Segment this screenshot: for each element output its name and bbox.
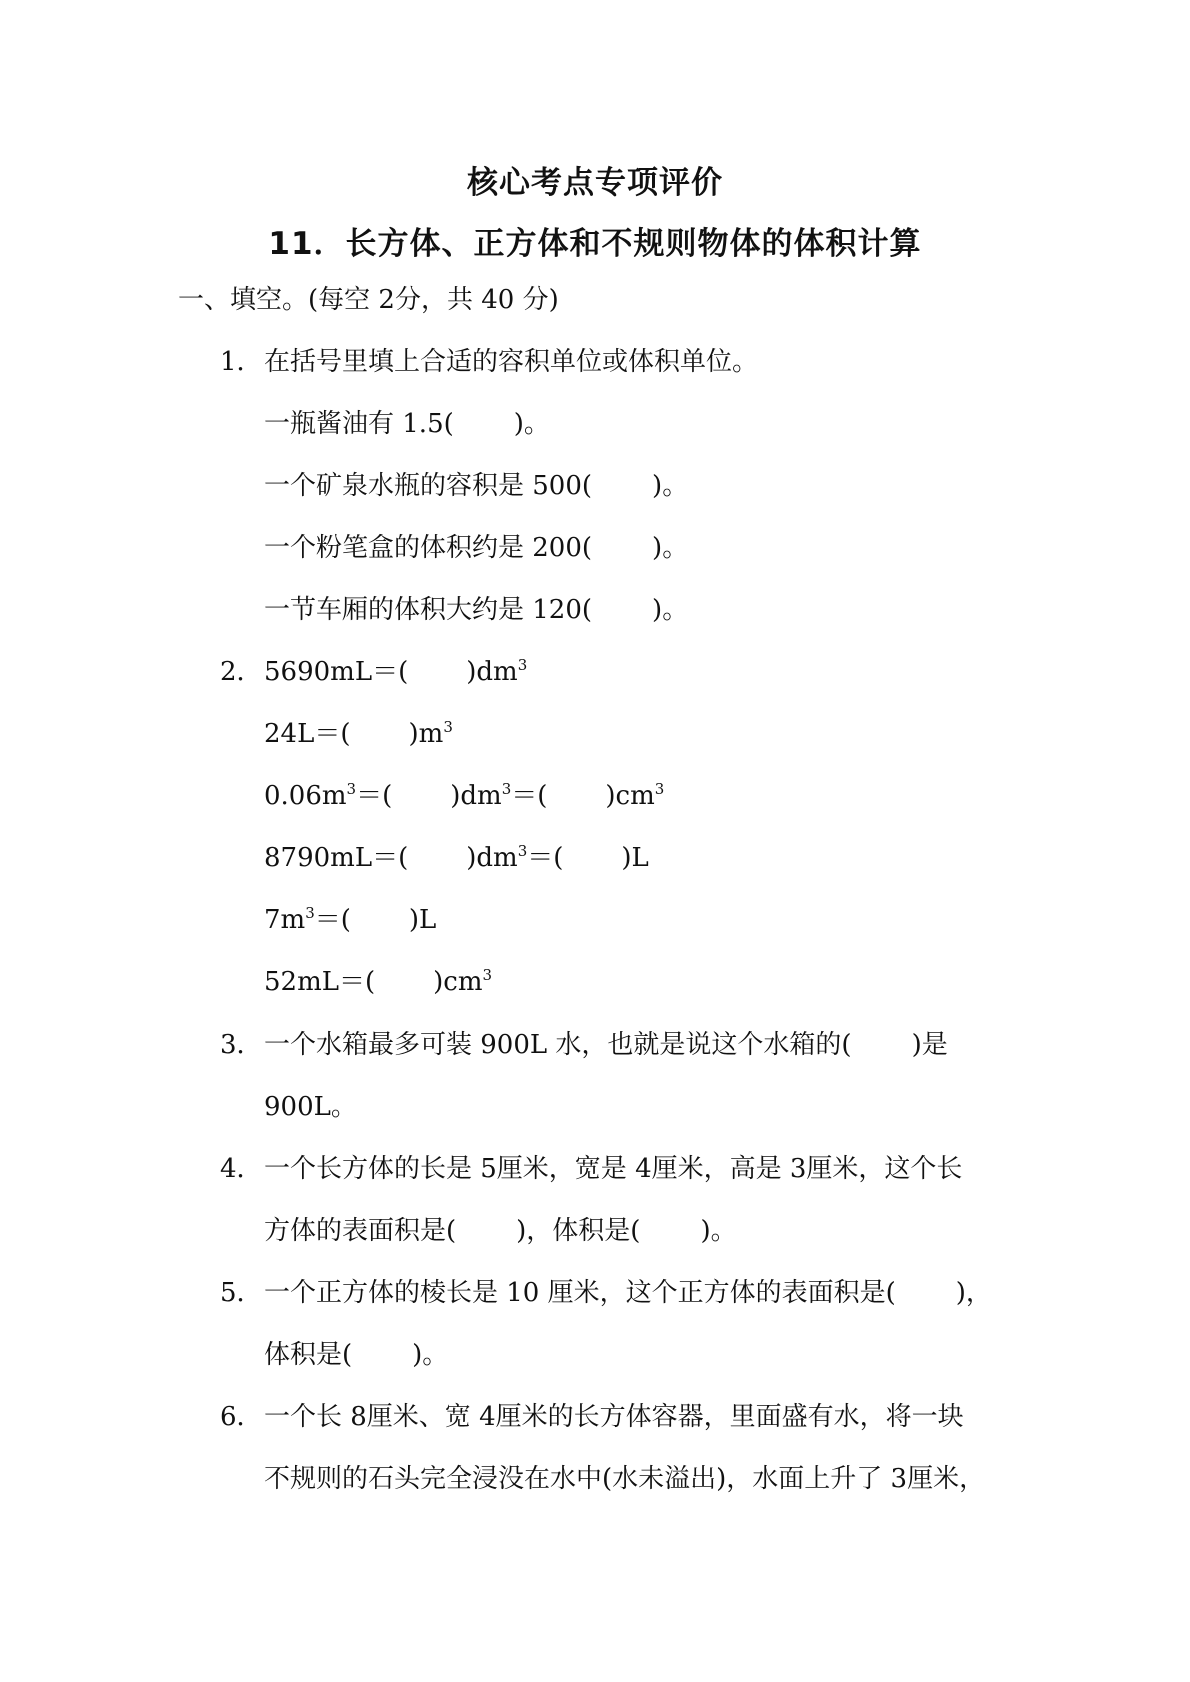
- q2-row-4: [264, 841, 649, 875]
- expr-text: 7m: [264, 905, 306, 935]
- question-5: [220, 1276, 992, 1310]
- q2-row-3: [264, 779, 664, 813]
- question-3-cont: 900L。: [264, 1092, 357, 1122]
- question-6-cont: 不规则的石头完全浸没在水中(水未溢出)，水面上升了 3厘米，: [264, 1464, 986, 1494]
- question-number: 3．: [220, 1030, 263, 1060]
- q1-item-2: [264, 469, 688, 503]
- superscript: 3: [501, 780, 512, 798]
- expr-text: )L: [621, 843, 649, 873]
- q2-row-6: [264, 965, 492, 999]
- expr-text: )dm: [450, 781, 502, 811]
- superscript: 3: [305, 904, 315, 922]
- item-text: 一节车厢的体积大约是 120(: [264, 595, 593, 625]
- question-text: 体积是(: [264, 1340, 353, 1370]
- question-text: )。: [412, 1340, 449, 1370]
- question-text: )，体积是(: [516, 1216, 641, 1246]
- question-text: )，: [955, 1278, 992, 1308]
- expr-text: 24L＝(: [264, 719, 351, 749]
- page-title: 核心考点专项评价: [467, 165, 723, 201]
- question-text: )。: [700, 1216, 737, 1246]
- item-close: )。: [652, 471, 689, 501]
- expr-text: 5690mL＝(: [264, 657, 409, 687]
- question-text: )是: [911, 1030, 948, 1060]
- expr-text: 52mL＝(: [264, 967, 376, 997]
- question-4: [220, 1152, 962, 1186]
- item-text: 一个矿泉水瓶的容积是 500(: [264, 471, 593, 501]
- question-text: 一个长 8厘米、宽 4厘米的长方体容器，里面盛有水，将一块: [264, 1402, 964, 1432]
- question-4-cont: [264, 1214, 737, 1248]
- item-close: )。: [652, 595, 689, 625]
- question-5-cont: [264, 1338, 448, 1372]
- expr-text: ＝(: [356, 781, 393, 811]
- q2-row-2: [264, 717, 453, 751]
- question-number: 1．: [220, 347, 263, 377]
- superscript: 3: [654, 780, 665, 798]
- question-number: 2．: [220, 657, 263, 687]
- q1-item-1: [264, 407, 550, 441]
- expr-text: )cm: [433, 967, 483, 997]
- q1-item-4: [264, 593, 688, 627]
- item-text: 一个粉笔盒的体积约是 200(: [264, 533, 593, 563]
- item-close: )。: [652, 533, 689, 563]
- question-3: [220, 1028, 948, 1062]
- item-text: 一瓶酱油有 1.5(: [264, 409, 454, 439]
- q1-item-3: [264, 531, 688, 565]
- expr-text: 8790mL＝(: [264, 843, 409, 873]
- question-text: 一个长方体的长是 5厘米，宽是 4厘米，高是 3厘米，这个长: [264, 1154, 963, 1184]
- question-number: 4．: [220, 1154, 263, 1184]
- question-1: [220, 345, 758, 379]
- page-subtitle: 11．长方体、正方体和不规则物体的体积计算: [268, 226, 922, 262]
- question-text: 一个正方体的棱长是 10 厘米，这个正方体的表面积是(: [264, 1278, 896, 1308]
- question-text: 一个水箱最多可装 900L 水，也就是说这个水箱的(: [264, 1030, 852, 1060]
- superscript: 3: [517, 842, 528, 860]
- question-number: 5．: [220, 1278, 263, 1308]
- question-6: [220, 1400, 964, 1434]
- superscript: 3: [482, 966, 493, 984]
- question-2: [220, 655, 527, 689]
- expr-text: )m: [408, 719, 444, 749]
- question-number: 6．: [220, 1402, 263, 1432]
- expr-text: ＝(: [511, 781, 548, 811]
- question-text: 在括号里填上合适的容积单位或体积单位。: [264, 347, 759, 377]
- expr-text: 0.06m: [264, 781, 347, 811]
- expr-text: )L: [408, 905, 437, 935]
- item-close: )。: [513, 409, 550, 439]
- expr-text: )dm: [466, 657, 518, 687]
- question-text: 方体的表面积是(: [264, 1216, 457, 1246]
- expr-text: ＝(: [314, 905, 351, 935]
- superscript: 3: [346, 780, 357, 798]
- superscript: 3: [517, 656, 528, 674]
- q2-row-5: [264, 903, 436, 937]
- superscript: 3: [443, 718, 453, 736]
- section-heading: 一、填空。(每空 2分，共 40 分): [178, 285, 559, 315]
- expr-text: ＝(: [527, 843, 564, 873]
- expr-text: )dm: [466, 843, 518, 873]
- expr-text: )cm: [605, 781, 655, 811]
